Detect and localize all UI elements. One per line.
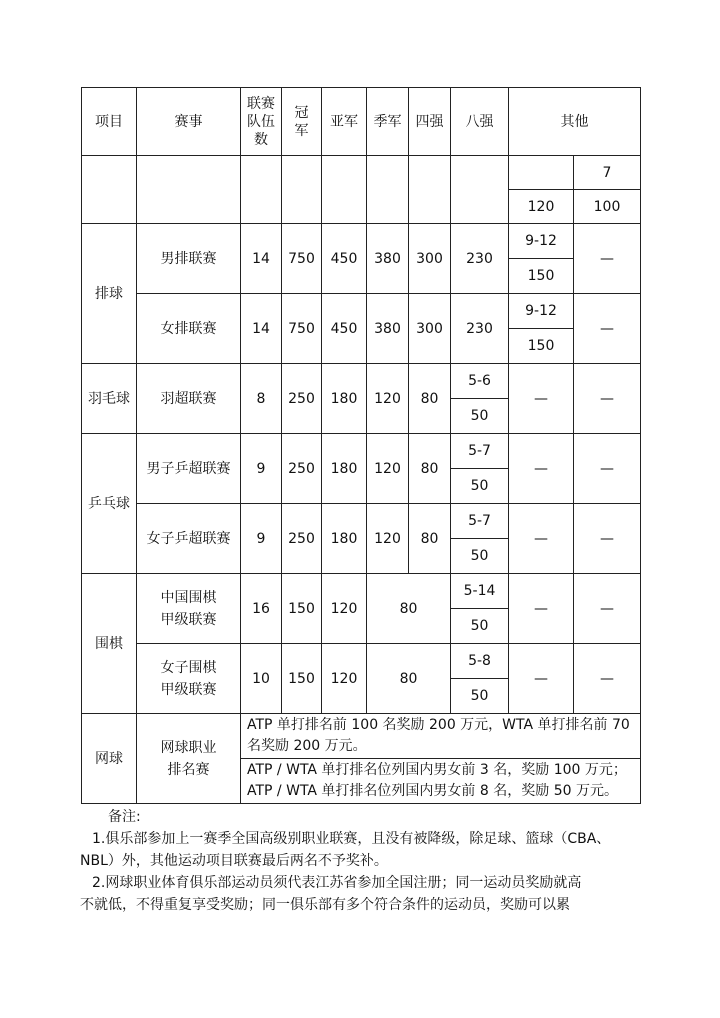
champion-value: 150: [282, 644, 322, 714]
table-row: [82, 714, 641, 759]
tennis-rule-line: 名奖励 200 万元。: [247, 738, 367, 754]
third-value: 120: [367, 364, 409, 434]
teams-value: 9: [241, 504, 282, 574]
other-a: —: [509, 364, 574, 434]
notes-title: 备注:: [108, 809, 141, 825]
tennis-rule-line: ATP / WTA 单打排名位列国内男女前 8 名，奖励 50 万元。: [247, 783, 618, 799]
tennis-rule-line: ATP 单打排名前 100 名奖励 200 万元，WTA 单打排名前 70: [247, 717, 630, 733]
third-top4-value: 80: [367, 574, 451, 644]
runner-up-value: 450: [322, 224, 367, 294]
top8-value: 230: [451, 294, 509, 364]
event-line: 网球职业: [160, 739, 217, 756]
event-line: 排名赛: [167, 761, 210, 778]
tennis-rule-line: ATP / WTA 单打排名位列国内男女前 3 名，奖励 100 万元；: [247, 762, 627, 778]
top8-range: 5-7: [451, 504, 509, 539]
runner-up-value: 450: [322, 294, 367, 364]
other-extra: —: [574, 224, 641, 294]
other-b: —: [574, 434, 641, 504]
runner-up-value: 180: [322, 434, 367, 504]
tennis-rule-2: [241, 759, 641, 804]
header-teams: [241, 88, 282, 156]
header-teams-text: 联赛队伍数: [247, 95, 275, 148]
blank-cell: [451, 156, 509, 224]
sport-table-tennis: 乒乓球: [82, 434, 137, 574]
champion-value: 750: [282, 224, 322, 294]
top4-value: 80: [409, 434, 451, 504]
top8-value: 50: [451, 539, 509, 574]
other-a: —: [509, 644, 574, 714]
blank-cell: [241, 156, 282, 224]
champion-value: 250: [282, 434, 322, 504]
other-value: 150: [509, 329, 574, 364]
top8-value: 50: [451, 609, 509, 644]
event-name: 女排联赛: [137, 294, 241, 364]
top4-value: 300: [409, 224, 451, 294]
other-extra: —: [574, 294, 641, 364]
blank-cell: [409, 156, 451, 224]
top8-value: 230: [451, 224, 509, 294]
other-a: —: [509, 504, 574, 574]
top8-range: 5-14: [451, 574, 509, 609]
event-name: 羽超联赛: [137, 364, 241, 434]
sport-volleyball: 排球: [82, 224, 137, 364]
header-top8: 八强: [451, 88, 509, 156]
event-line: 女子围棋: [160, 659, 217, 676]
other-range: 9-12: [509, 294, 574, 329]
other-a: —: [509, 574, 574, 644]
third-value: 380: [367, 294, 409, 364]
runner-up-value: 180: [322, 504, 367, 574]
champion-value: 250: [282, 504, 322, 574]
teams-value: 10: [241, 644, 282, 714]
table-row: [82, 644, 641, 679]
blank-other-b: 100: [574, 190, 641, 224]
top8-range: 5-6: [451, 364, 509, 399]
note-line: NBL）外，其他运动项目联赛最后两名不予奖补。: [80, 853, 388, 869]
event-line: 甲级联赛: [160, 681, 217, 698]
header-champion: [282, 88, 322, 156]
event-name: 男排联赛: [137, 224, 241, 294]
teams-value: 16: [241, 574, 282, 644]
top8-value: 50: [451, 399, 509, 434]
blank-cell: [282, 156, 322, 224]
reward-table: [81, 87, 641, 804]
table-row: [82, 364, 641, 399]
top4-value: 80: [409, 364, 451, 434]
header-other: 其他: [509, 88, 641, 156]
notes: [80, 806, 624, 916]
top8-range: 5-8: [451, 644, 509, 679]
header-runner-up: 亚军: [322, 88, 367, 156]
blank-cell: [322, 156, 367, 224]
note-line: 2.网球职业体育俱乐部运动员须代表江苏省参加全国注册；同一运动员奖励就高: [92, 875, 582, 891]
header-top4: 四强: [409, 88, 451, 156]
blank-cell: [367, 156, 409, 224]
other-b: —: [574, 644, 641, 714]
tennis-rule-1: [241, 714, 641, 759]
blank-cell: [82, 156, 137, 224]
teams-value: 8: [241, 364, 282, 434]
top8-value: 50: [451, 469, 509, 504]
third-value: 380: [367, 224, 409, 294]
table-row: [82, 504, 641, 539]
runner-up-value: 120: [322, 644, 367, 714]
teams-value: 14: [241, 224, 282, 294]
event-line: 中国围棋: [160, 589, 217, 606]
header-sport: 项目: [82, 88, 137, 156]
other-b: —: [574, 574, 641, 644]
third-value: 120: [367, 434, 409, 504]
header-champion-text: 冠军: [294, 104, 309, 139]
other-range: 9-12: [509, 224, 574, 259]
teams-value: 14: [241, 294, 282, 364]
event-name: 女子乒超联赛: [137, 504, 241, 574]
runner-up-value: 120: [322, 574, 367, 644]
note-line: 1.俱乐部参加上一赛季全国高级别职业联赛，且没有被降级，除足球、篮球（CBA、: [92, 831, 611, 847]
blank-cell: [137, 156, 241, 224]
top4-value: 300: [409, 294, 451, 364]
top8-range: 5-7: [451, 434, 509, 469]
note-line: 不就低，不得重复享受奖励；同一俱乐部有多个符合条件的运动员，奖励可以累: [80, 897, 570, 913]
other-a: —: [509, 434, 574, 504]
sport-tennis: 网球: [82, 714, 137, 804]
header-row: [82, 88, 641, 156]
champion-value: 150: [282, 574, 322, 644]
teams-value: 9: [241, 434, 282, 504]
other-b: —: [574, 504, 641, 574]
table-row: [82, 224, 641, 259]
champion-value: 750: [282, 294, 322, 364]
blank-cell: [509, 156, 574, 190]
header-third: 季军: [367, 88, 409, 156]
champion-value: 250: [282, 364, 322, 434]
event-name: [137, 644, 241, 714]
table-row: [82, 434, 641, 469]
top4-value: 80: [409, 504, 451, 574]
third-value: 120: [367, 504, 409, 574]
blank-other-a: 120: [509, 190, 574, 224]
third-top4-value: 80: [367, 644, 451, 714]
sport-go: 围棋: [82, 574, 137, 714]
event-name: [137, 574, 241, 644]
blank-top-right: 7: [574, 156, 641, 190]
blank-row: [82, 156, 641, 190]
table-row: [82, 574, 641, 609]
top8-value: 50: [451, 679, 509, 714]
sport-badminton: 羽毛球: [82, 364, 137, 434]
event-name: 男子乒超联赛: [137, 434, 241, 504]
runner-up-value: 180: [322, 364, 367, 434]
header-event: 赛事: [137, 88, 241, 156]
other-b: —: [574, 364, 641, 434]
table-row: [82, 294, 641, 329]
event-line: 甲级联赛: [160, 611, 217, 628]
other-value: 150: [509, 259, 574, 294]
event-name: [137, 714, 241, 804]
